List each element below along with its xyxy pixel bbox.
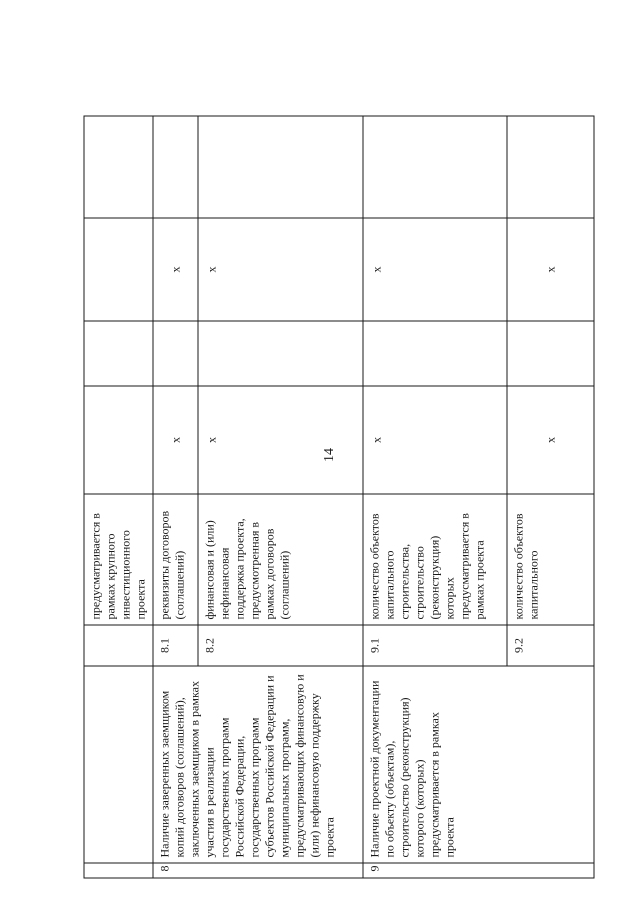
subitem-number-cell [198, 625, 363, 666]
x-mark: x [543, 266, 557, 273]
subitem-number-cell [363, 625, 507, 666]
criterion-text: Наличие проектной документации по объекту (объектам), строительство (реконструкция) которого (которых) предусматривается в рамках проекта [367, 680, 457, 858]
row-number: 8 [157, 865, 172, 872]
criterion-text: Наличие заверенных заемщиком копий договоров (соглашений), заключенных заемщиком в рамках участия в реализации государственных программ Российской Федерации, государственных программ субъектов Российской Федерации и муниципальных программ, предусматривающих финансовую и (или) нефинансовую поддержку проекта [157, 674, 337, 858]
subitem-number: 9.1 [367, 638, 382, 653]
indicator-text: финансовая и (или) нефинансовая поддержка проекта, предусмотренная в рамках договоров (соглашений) [202, 518, 292, 620]
x-mark: x [204, 266, 219, 273]
criterion-cell [153, 666, 363, 863]
table-row [153, 116, 198, 878]
row-number-cell [363, 863, 594, 878]
mark-cell [363, 386, 507, 494]
value-cell [84, 116, 153, 218]
indicator-text: реквизиты договоров (соглашений) [157, 510, 187, 620]
table-row-continuation [84, 116, 153, 878]
subitem-number: 8.1 [157, 638, 172, 653]
indicator-cell [198, 494, 363, 625]
mark-cell [198, 218, 363, 321]
value-cell [84, 218, 153, 321]
x-mark: x [369, 437, 384, 443]
x-mark: x [168, 437, 182, 443]
criterion-cell [363, 666, 594, 863]
subitem-number-cell [153, 625, 198, 666]
indicator-text: количество объектов капитального [511, 513, 541, 620]
indicator-text: количество объектов капитального строительства, строительство (реконструкция) которых предусматривается в рамках проекта [367, 513, 487, 620]
subitem-number-cell [84, 625, 153, 666]
x-mark: x [204, 437, 219, 443]
x-mark: x [543, 437, 557, 443]
indicator-cell [84, 494, 153, 625]
criteria-table [84, 116, 595, 879]
table-row [363, 116, 507, 878]
row-number-cell [84, 863, 153, 878]
mark-cell [198, 386, 363, 494]
document-table-sheet [84, 117, 577, 879]
value-cell [84, 386, 153, 494]
value-cell [153, 116, 198, 218]
mark-cell [507, 218, 594, 321]
x-mark: x [168, 266, 182, 273]
value-cell [198, 116, 363, 218]
indicator-cell [363, 494, 507, 625]
value-cell [84, 321, 153, 386]
x-mark: x [369, 266, 384, 273]
page-number: 14 [322, 448, 337, 462]
mark-cell [507, 386, 594, 494]
indicator-cell [507, 494, 594, 625]
row-number-cell [153, 863, 363, 878]
indicator-cell [153, 494, 198, 625]
mark-cell [153, 386, 198, 494]
subitem-number: 8.2 [202, 638, 217, 653]
criterion-cell [84, 666, 153, 863]
mark-cell [153, 218, 198, 321]
indicator-text: предусматривается в рамках крупного инвестиционного проекта [88, 513, 148, 620]
value-cell [507, 321, 594, 386]
value-cell [198, 321, 363, 386]
value-cell [507, 116, 594, 218]
value-cell [363, 321, 507, 386]
row-number: 9 [367, 865, 382, 872]
subitem-number-cell [507, 625, 594, 666]
mark-cell [363, 218, 507, 321]
value-cell [363, 116, 507, 218]
value-cell [153, 321, 198, 386]
subitem-number: 9.2 [511, 638, 526, 653]
